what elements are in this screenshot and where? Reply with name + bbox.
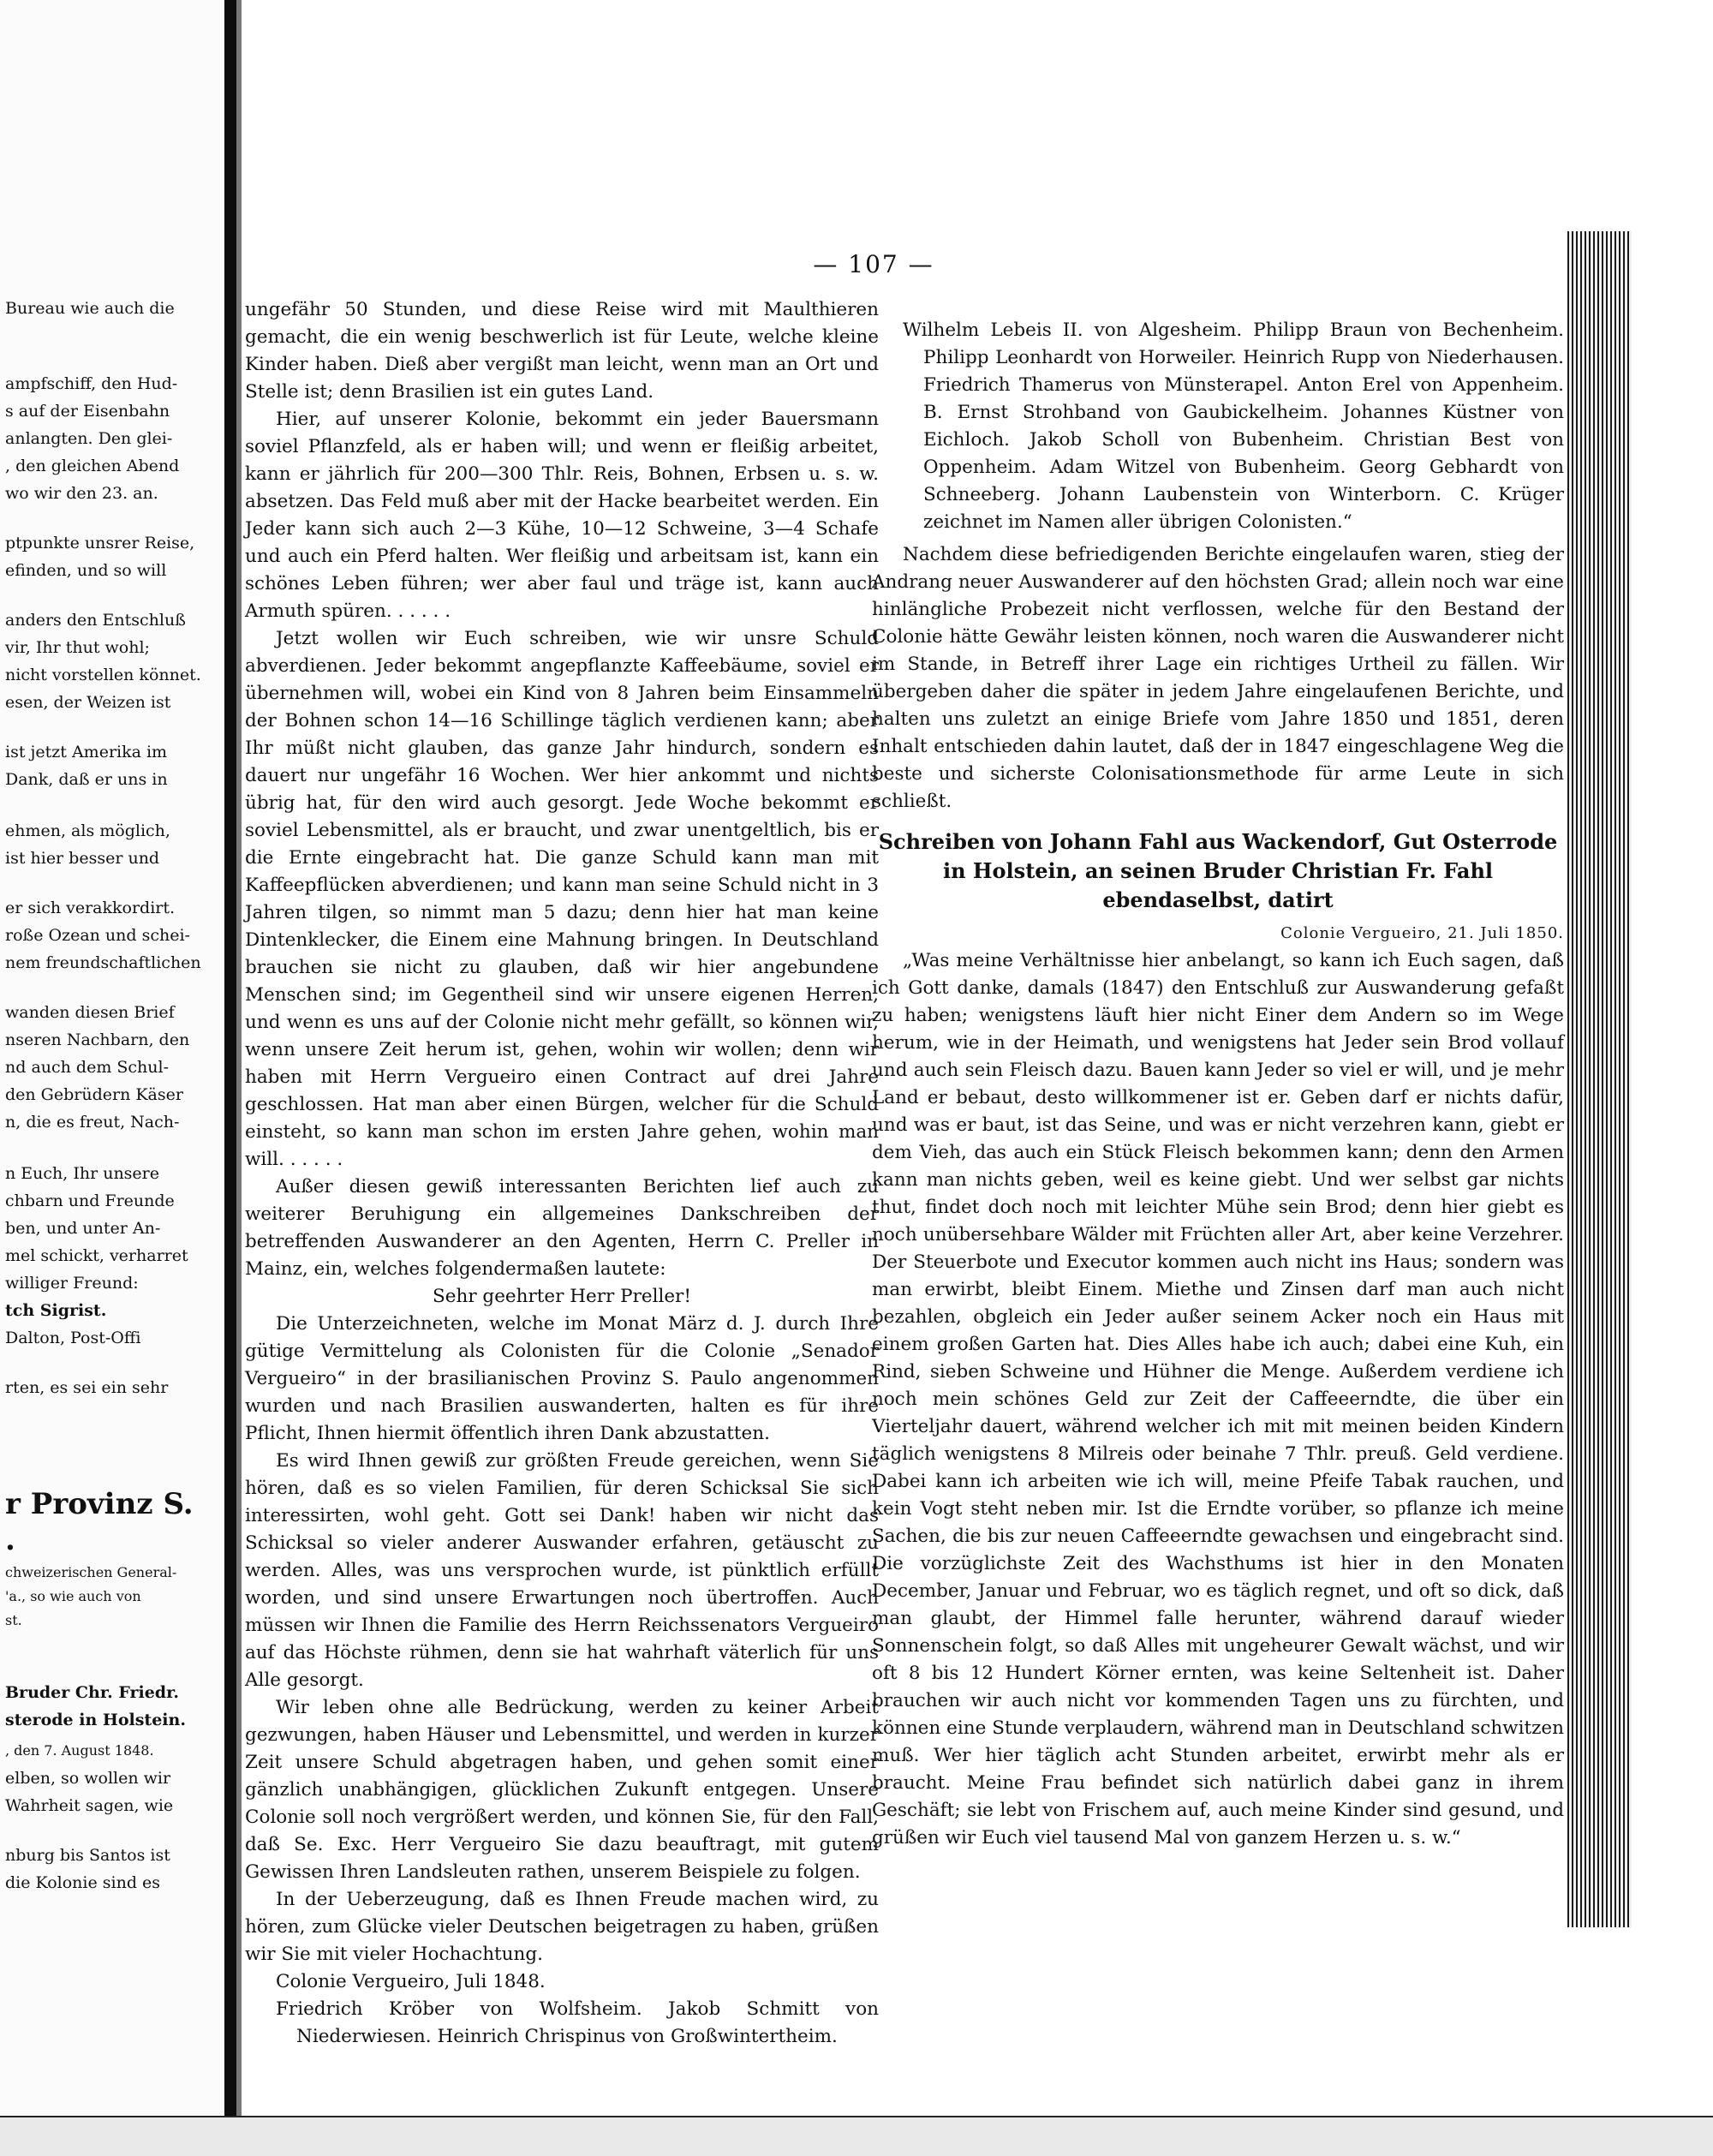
page-number: — 107 — bbox=[813, 250, 934, 278]
right-text-column bbox=[872, 317, 1564, 1852]
left-fragment-line: Dank, daß er uns in bbox=[5, 770, 168, 789]
scan-margin bbox=[1632, 0, 1713, 2154]
left-fragment-line: efinden, und so will bbox=[5, 561, 167, 580]
left-fragment-line: sterode in Holstein. bbox=[5, 1711, 186, 1729]
paragraph: „Was meine Verhältnisse hier anbelangt, so kann ich Euch sagen, daß ich Gott danke, damals (1847) den Entschluß zur Auswanderung gefaßt zu haben; wenigstens läuft hier nicht Einer dem Andern so im Wege herum, wie in der Heimath, und wenigstens hat Jeder sein Brod vollauf und auch sein Fleisch dazu. Bauen kann Jeder so viel er will, und je mehr Land er bebaut, desto willkommener ist er. Geben darf er nichts dafür, und was er baut, ist das Seine, und was er nicht verzehren kann, giebt er dem Vieh, das auch ein Stück Fleisch bekommen kann; denn den Armen kann man nichts geben, weil es keine giebt. Und wer selbst gar nichts thut, findet doch noch mit leichter Mühe sein Brod; denn hier giebt es noch unübersehbare Wälder mit Früchten aller Art, aber keine Verzehrer. Der Steuerbote und Executor kommen auch nicht ins Haus; sondern was man erwirbt, bleibt Einem. Miethe und Zinsen darf man auch nicht bezahlen, obgleich ein Jeder außer seinem Acker noch ein Haus mit einem großen Garten hat. Dies Alles habe ich auch; dabei eine Kuh, ein Rind, sieben Schweine und Hühner die Menge. Außerdem verdiene ich noch mein schönes Geld zur Zeit der Caffeeerndte, die über ein Vierteljahr dauert, während welcher ich mit mit meinen beiden Kindern täglich wenigstens 8 Milreis oder beinahe 7 Thlr. preuß. Geld verdiene. Dabei kann ich arbeiten wie ich will, meine Pfeife Tabak rauchen, und kein Vogt steht neben mir. Ist die Erndte vorüber, so pflanze ich meine Sachen, die bis zur neuen Caffeeerndte gewachsen und eingebracht sind. Die vorzüglichste Zeit des Wachsthums ist hier in den Monaten December, Januar und Februar, wo es täglich regnet, und oft so dick, daß man glaubt, der Himmel falle herunter, während darauf wieder Sonnenschein folgt, so daß Alles mit ungeheurer Gewalt wächst, und wir oft 8 bis 12 Hundert Körner ernten, was keine Seltenheit ist. Daher brauchen wir auch nicht vor kommenden Tagen uns zu fürchten, und können eine Stunde verplaudern, während man in Deutschland schwitzen muß. Wer hier täglich acht Stunden arbeitet, erwirbt mehr als er braucht. Meine Frau befindet sich natürlich dabei ganz in ihrem Geschäft; sie lebt von Frischem auf, auch meine Kinder sind gesund, und grüßen wir Euch viel tausend Mal von ganzem Herzen u. s. w.“ bbox=[872, 950, 1564, 1848]
paragraph: Wir leben ohne alle Bedrückung, werden zu keiner Arbeit gezwungen, haben Häuser und Lebensmittel, und werden in kurzer Zeit unsere Schuld abgetragen haben, und gehen somit einer gänzlich unabhängigen, glücklichen Zukunft entgegen. Unsere Colonie soll noch vergrößert werden, und können Sie, für den Fall, daß Se. Exc. Herr Vergueiro Sie dazu beauftragt, mit gutem Gewissen Ihren Landsleuten rathen, unserem Beispiele zu folgen. bbox=[245, 1697, 879, 1883]
left-fragment-line: ptpunkte unsrer Reise, bbox=[5, 534, 195, 552]
left-fragment-line: s auf der Eisenbahn bbox=[5, 402, 170, 421]
left-text-column bbox=[245, 296, 879, 2051]
letter-dateline: Colonie Vergueiro, Juli 1848. bbox=[276, 1971, 546, 1992]
left-fragment-line: Bruder Chr. Friedr. bbox=[5, 1683, 179, 1702]
left-fragment-line: den Gebrüdern Käser bbox=[5, 1085, 183, 1104]
left-fragment-line: er sich verakkordirt. bbox=[5, 899, 176, 917]
book-binding bbox=[224, 0, 236, 2154]
left-fragment-line: Dalton, Post-Offi bbox=[5, 1329, 141, 1347]
left-fragment-line: . bbox=[5, 1523, 15, 1557]
left-fragment-line: esen, der Weizen ist bbox=[5, 693, 171, 712]
paragraph: Die Unterzeichneten, welche im Monat März d. J. durch Ihre gütige Vermittelung als Colonisten für die Colonie „Senador Vergueiro“ in der brasilianischen Provinz S. Paulo angenommen wurden und nach Brasilien auswanderten, halten es für ihre Pflicht, Ihnen hiermit öffentlich ihren Dank abzustatten. bbox=[245, 1313, 879, 1444]
left-fragment-line: anlangten. Den glei- bbox=[5, 429, 173, 448]
paragraph: In der Ueberzeugung, daß es Ihnen Freude machen wird, zu hören, zum Glücke vieler Deutschen beigetragen zu haben, grüßen wir Sie mit vieler Hochachtung. bbox=[245, 1889, 879, 1965]
page-edge-stack bbox=[1567, 231, 1632, 1927]
left-fragment-line: Bureau wie auch die bbox=[5, 299, 175, 318]
letter-salutation: Sehr geehrter Herr Preller! bbox=[433, 1286, 691, 1307]
paragraph: Außer diesen gewiß interessanten Berichten lief auch zu weiterer Beruhigung ein allgemeines Dankschreiben der betreffenden Auswanderer an den Agenten, Herrn C. Preller in Mainz, ein, welches folgendermaßen lautete: bbox=[245, 1176, 879, 1280]
letter-dateline: Colonie Vergueiro, 21. Juli 1850. bbox=[1280, 924, 1564, 942]
left-fragment-line: rten, es sei ein sehr bbox=[5, 1378, 169, 1397]
left-fragment-line: n, die es freut, Nach- bbox=[5, 1113, 180, 1132]
left-fragment-line: ist hier besser und bbox=[5, 849, 160, 868]
paragraph: Jetzt wollen wir Euch schreiben, wie wir unsre Schuld abverdienen. Jeder bekommt angepflanzte Kaffeebäume, soviel er übernehmen will, wobei ein Kind von 8 Jahren beim Einsammeln der Bohnen schon 14—16 Schillinge täglich verdienen kann; aber Ihr müßt nicht glauben, das ganze Jahr hindurch, sondern es dauert nur ungefähr 16 Wochen. Wer hier ankommt und nichts übrig hat, für den wird auch gesorgt. Jede Woche bekommt er soviel Lebensmittel, als er braucht, und zwar unentgeltlich, bis er die Ernte eingebracht hat. Die ganze Schuld kann man mit Kaffeepflücken abverdienen; und kann man seine Schuld nicht in 3 Jahren tilgen, so nimmt man 5 dazu; denn hier hat man keine Dintenklecker, die Einem eine Mahnung bringen. In Deutschland brauchen sie nicht zu glauben, daß wir hier angebundene Menschen sind; im Gegentheil sind wir unsere eigenen Herren, und wenn es uns auf der Colonie nicht mehr gefällt, so können wir, wenn unsere Zeit herum ist, gehen, wohin wir wollen; denn wir haben mit Herrn Vergueiro einen Contract auf drei Jahre geschlossen. Hat man aber einen Bürgen, welcher für die Schuld einsteht, so kann man schon im ersten Jahre gehen, wohin man will. . . . . . bbox=[245, 628, 879, 1170]
left-fragment-line: r Provinz S. bbox=[5, 1487, 194, 1521]
left-fragment-line: ampfschiff, den Hud- bbox=[5, 374, 178, 393]
left-fragment-line: st. bbox=[5, 1612, 22, 1628]
left-fragment-line: , den 7. August 1848. bbox=[5, 1742, 154, 1759]
left-fragment-line: elben, so wollen wir bbox=[5, 1769, 171, 1788]
signatories: Wilhelm Lebeis II. von Algesheim. Philipp Braun von Bechenheim. Philipp Leonhardt von Horweiler. Heinrich Rupp von Niederhausen. Friedrich Thamerus von Münsterapel. Anton Erel von Appenheim. B. Ernst Strohband von Gaubickelheim. Johannes Küstner von Eichloch. Jakob Scholl von Bubenheim. Christian Best von Oppenheim. Adam Witzel von Bubenheim. Georg Gebhardt von Schneeberg. Johann Laubenstein von Winterborn. C. Krüger zeichnet im Namen aller übrigen Colonisten.“ bbox=[903, 320, 1564, 533]
left-fragment-line: mel schickt, verharret bbox=[5, 1246, 188, 1265]
left-fragment-line: ist jetzt Amerika im bbox=[5, 743, 168, 761]
paragraph: Nachdem diese befriedigenden Berichte eingelaufen waren, stieg der Andrang neuer Auswanderer auf den höchsten Grad; allein noch war eine hinlängliche Probezeit nicht verflossen, welche für den Bestand der Colonie hätte Gewähr leisten können, noch waren die Auswanderer nicht im Stande, in Betreff ihrer Lage ein richtiges Urtheil zu fällen. Wir übergeben daher die später in jedem Jahre eingelaufenen Berichte, und halten uns zuletzt an einige Briefe vom Jahre 1850 und 1851, deren Inhalt entschieden dahin lautet, daß der in 1847 eingeschlagene Weg die beste und sicherste Colonisationsmethode für arme Leute in sich schließt. bbox=[872, 544, 1564, 812]
left-fragment-line: roße Ozean und schei- bbox=[5, 926, 190, 945]
left-fragment-line: anders den Entschluß bbox=[5, 611, 186, 630]
paragraph: ungefähr 50 Stunden, und diese Reise wird mit Maulthieren gemacht, die ein wenig beschwerlich ist für Leute, welche kleine Kinder haben. Dieß aber vergißt man leicht, wenn man an Ort und Stelle ist; denn Brasilien ist ein gutes Land. bbox=[245, 299, 879, 403]
binding-shadow bbox=[236, 0, 242, 2154]
left-fragment-line: vir, Ihr thut wohl; bbox=[5, 638, 150, 657]
left-fragment-line: nem freundschaftlichen bbox=[5, 953, 201, 972]
left-fragment-line: nburg bis Santos ist bbox=[5, 1846, 170, 1865]
left-fragment-line: nseren Nachbarn, den bbox=[5, 1030, 190, 1049]
left-fragment-line: tch Sigrist. bbox=[5, 1301, 107, 1320]
left-page-fragment bbox=[0, 0, 224, 2154]
left-fragment-line: ehmen, als möglich, bbox=[5, 821, 170, 840]
scan-bottom-edge bbox=[0, 2116, 1713, 2156]
paragraph: Hier, auf unserer Kolonie, bekommt ein jeder Bauersmann soviel Pflanzfeld, als er haben will; und wenn er fleißig arbeitet, kann er jährlich für 200—300 Thlr. Reis, Bohnen, Erbsen u. s. w. absetzen. Das Feld muß aber mit der Hacke bearbeitet werden. Ein Jeder kann sich auch 2—3 Kühe, 10—12 Schweine, 3—4 Schafe und auch ein Pferd halten. Wer fleißig und arbeitsam ist, kann ein schönes Leben führen; wer aber faul und träge ist, kann auch Armuth spüren. . . . . . bbox=[245, 409, 879, 622]
section-heading: Schreiben von Johann Fahl aus Wackendorf, Gut Osterrode in Holstein, an seinen Bruder Christian Fr. Fahl ebendaselbst, datirt bbox=[878, 829, 1558, 912]
left-fragment-line: Wahrheit sagen, wie bbox=[5, 1796, 174, 1815]
left-fragment-line: chweizerischen General- bbox=[5, 1564, 177, 1580]
signatories: Friedrich Kröber von Wolfsheim. Jakob Schmitt von Niederwiesen. Heinrich Chrispinus von Großwintertheim. bbox=[276, 1998, 879, 2047]
left-fragment-line: ben, und unter An- bbox=[5, 1219, 161, 1238]
left-fragment-line: chbarn und Freunde bbox=[5, 1191, 175, 1210]
paragraph: Es wird Ihnen gewiß zur größten Freude gereichen, wenn Sie hören, daß es so vielen Familien, für deren Schicksal Sie sich interessirten, wohl geht. Gott sei Dank! haben wir nicht das Schicksal so vieler anderer Auswander erfahren, getäuscht zu werden. Alles, was uns versprochen wurde, ist pünktlich erfüllt worden, und sind unsere Erwartungen noch übertroffen. Auch müssen wir Ihnen die Familie des Herrn Reichssenators Vergueiro auf das Höchste rühmen, denn sie hat wahrhaft väterlich für uns Alle gesorgt. bbox=[245, 1450, 879, 1691]
left-fragment-line: n Euch, Ihr unsere bbox=[5, 1164, 159, 1183]
left-fragment-line: , den gleichen Abend bbox=[5, 457, 180, 475]
left-fragment-line: die Kolonie sind es bbox=[5, 1873, 161, 1892]
left-fragment-line: williger Freund: bbox=[5, 1274, 139, 1293]
left-fragment-line: wo wir den 23. an. bbox=[5, 484, 158, 503]
left-fragment-line: 'a., so wie auch von bbox=[5, 1588, 141, 1604]
left-fragment-line: nd auch dem Schul- bbox=[5, 1058, 170, 1077]
left-fragment-line: nicht vorstellen könnet. bbox=[5, 666, 201, 684]
left-fragment-line: wanden diesen Brief bbox=[5, 1003, 175, 1022]
